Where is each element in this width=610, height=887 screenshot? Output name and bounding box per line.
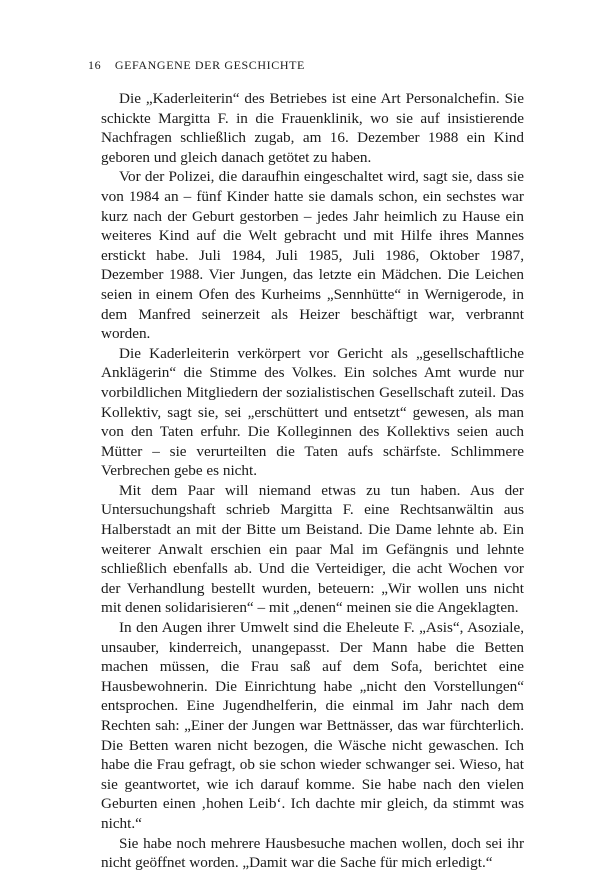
running-title: GEFANGENE DER GESCHICHTE: [114, 58, 305, 72]
paragraph: Vor der Polizei, die daraufhin eingeschaltet wird, sagt sie, dass sie von 1984 an – fünf Kinder hatte sie damals schon, ein sechstes war kurz nach der Geburt gestorben – jedes Jahr heimlich zu Hause ein weiteres Kind auf die Welt gebracht und mit Hilfe ihres Mannes erstickt habe. Juli 1984, Juli 1985, Juli 1986, Oktober 1987, Dezember 1988. Vier Jungen, das letzte ein Mädchen. Die Leichen seien in einem Ofen des Kurheims „Sennhütte“ in Wernigerode, in dem Manfred seinerzeit als Heizer beschäftigt war, verbrannt worden.: [101, 168, 524, 343]
body-text: [101, 89, 524, 873]
paragraph: Mit dem Paar will niemand etwas zu tun haben. Aus der Untersuchungshaft schrieb Margitta F. eine Rechtsanwältin aus Halberstadt an mit der Bitte um Beistand. Die Dame lehnte ab. Ein weiterer Anwalt erschien ein paar Mal im Gefängnis und lehnte schließlich ebenfalls ab. Und die Verteidiger, die acht Wochen vor der Verhandlung bestellt wurden, beteuern: „Wir wollen uns nicht mit denen solidarisieren“ – mit „denen“ meinen sie die Angeklagten.: [101, 481, 524, 617]
paragraph: Die Kaderleiterin verkörpert vor Gericht als „gesellschaftliche Anklägerin“ die Stimme des Volkes. Ein solches Amt wurde nur vorbildlichen Mitgliedern der sozialistischen Gesellschaft zuteil. Das Kollektiv, sagt sie, sei „erschüttert und entsetzt“ gewesen, als man von den Taten erfuhr. Die Kolleginnen des Kollektivs seien auch Mütter – sie verurteilten die Taten aufs schärfste. Schlimmere Verbrechen gebe es nicht.: [101, 344, 524, 480]
page-number: 16: [88, 58, 102, 72]
paragraph: Sie habe noch mehrere Hausbesuche machen wollen, doch sei ihr nicht geöffnet worden. „Damit war die Sache für mich erledigt.“: [101, 834, 524, 872]
running-header: [88, 58, 305, 73]
paragraph: In den Augen ihrer Umwelt sind die Eheleute F. „Asis“, Asoziale, unsauber, kinderreich, unangepasst. Der Mann habe die Betten machen müssen, die Frau saß auf dem Sofa, berichtet eine Hausbewohnerin. Die Einrichtung habe „nicht den Vorstellungen“ entsprochen. Eine Jugendhelferin, die einmal im Jahr nach dem Rechten sah: „Einer der Jungen war Bettnässer, das war fürchterlich. Die Betten waren nicht bezogen, die Wäsche nicht gewaschen. Ich habe die Frau gefragt, ob sie schon wieder schwanger sei. Wieso, hat sie geantwortet, wie ich darauf komme. Sie habe nach den vielen Geburten einen ‚hohen Leib‘. Ich dachte mir gleich, da stimmt was nicht.“: [101, 619, 524, 832]
paragraph: Die „Kaderleiterin“ des Betriebes ist eine Art Personalchefin. Sie schickte Margitta F. in die Frauenklinik, wo sie auf insistierende Nachfragen schließlich zugab, am 16. Dezember 1988 ein Kind geboren und gleich danach getötet zu haben.: [101, 90, 524, 166]
